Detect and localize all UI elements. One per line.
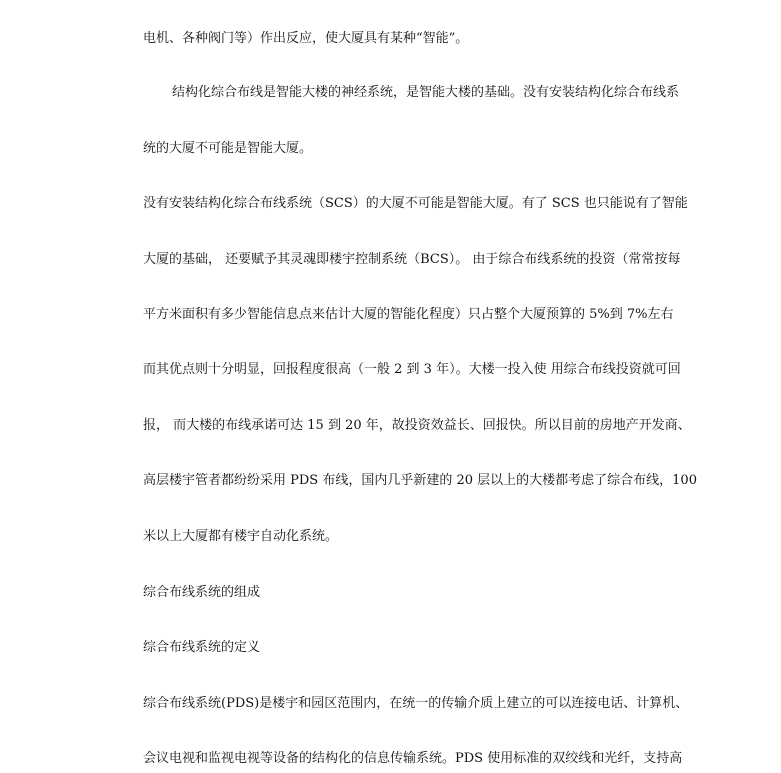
- text-line-5: 大厦的基础， 还要赋予其灵魂即楼宇控制系统（BCS）。 由于综合布线系统的投资（常常按每: [143, 252, 681, 267]
- text-line-1: 电机、各种阀门等）作出反应，使大厦具有某种“智能”。: [143, 31, 469, 46]
- text-line-13: 综合布线系统(PDS)是楼宇和园区范围内，在统一的传输介质上建立的可以连接电话、计算机、: [143, 696, 689, 711]
- text-line-9: 高层楼宇管者都纷纷采用 PDS 布线，国内几乎新建的 20 层以上的大楼都考虑了综合布线，100: [143, 473, 697, 488]
- text-line-10: 米以上大厦都有楼宇自动化系统。: [143, 529, 339, 544]
- text-line-2: 结构化综合布线是智能大楼的神经系统，是智能大楼的基础。没有安装结构化综合布线系: [172, 85, 680, 100]
- text-line-6: 平方米面积有多少智能信息点来估计大厦的智能化程度）只占整个大厦预算的 5%到 7%左右: [143, 307, 674, 322]
- text-line-4: 没有安装结构化综合布线系统（SCS）的大厦不可能是智能大厦。有了 SCS 也只能说有了智能: [143, 196, 688, 211]
- text-line-7: 而其优点则十分明显，回报程度很高（一般 2 到 3 年）。大楼一投入使 用综合布线投资就可回: [143, 362, 681, 377]
- text-line-8: 报， 而大楼的布线承诺可达 15 到 20 年，故投资效益长、回报快。所以目前的房地产开发商、: [143, 418, 691, 433]
- text-line-14: 会议电视和监视电视等设备的结构化的信息传输系统。PDS 使用标准的双绞线和光纤，支持高: [143, 751, 683, 766]
- section-heading-definition: 综合布线系统的定义: [143, 640, 261, 655]
- section-heading-composition: 综合布线系统的组成: [143, 585, 261, 600]
- text-line-3: 统的大厦不可能是智能大厦。: [143, 141, 313, 156]
